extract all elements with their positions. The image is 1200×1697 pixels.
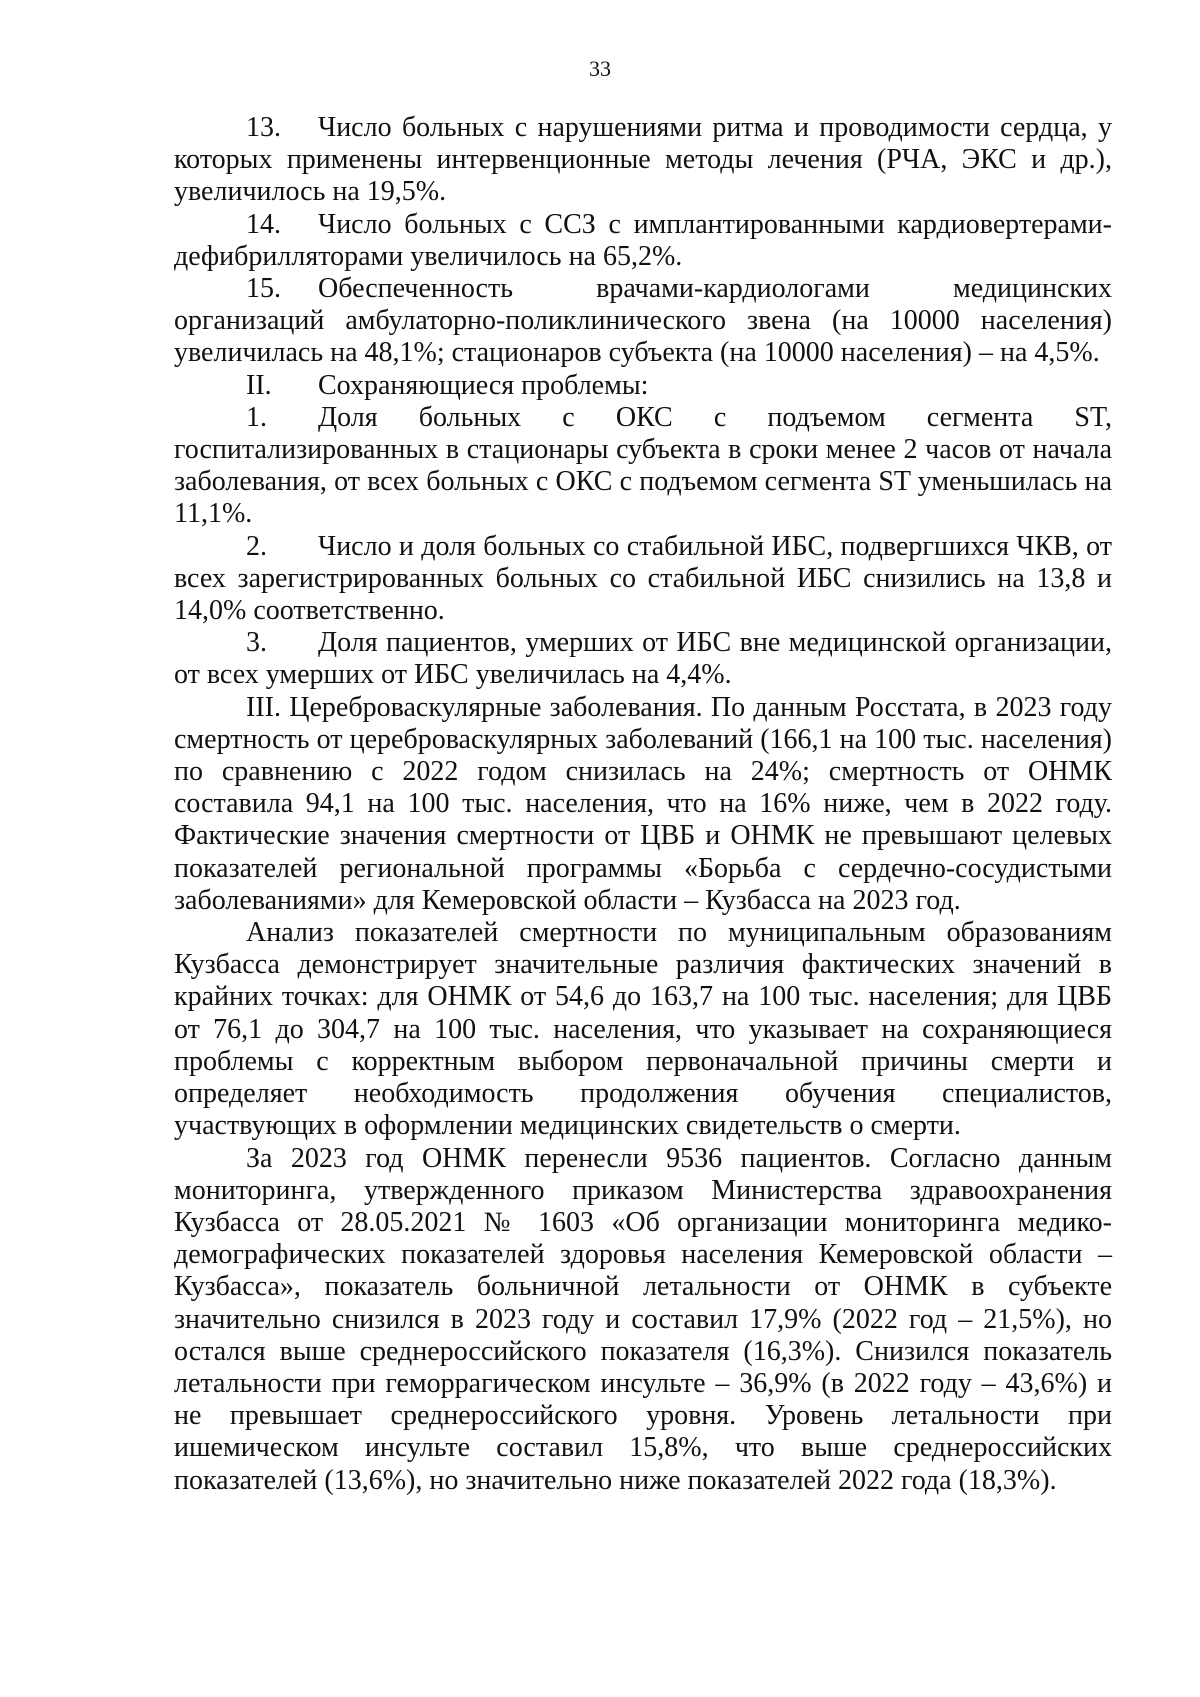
item-number: 14. <box>246 208 281 240</box>
section-heading-text: Сохраняющиеся проблемы: <box>318 369 649 401</box>
paragraph-text: Число и доля больных со стабильной ИБС, подвергшихся ЧКВ, от всех зарегистрированных больных со стабильной ИБС снизились на 13,8 и 14,0% соответственно. <box>174 530 1112 627</box>
item-number: 2. <box>246 530 267 562</box>
paragraph-text: Доля пациентов, умерших от ИБС вне медицинской организации, от всех умерших от ИБС увеличилась на 4,4%. <box>174 627 1112 691</box>
paragraph-text: За 2023 год ОНМК перенесли 9536 пациентов. Согласно данным мониторинга, утвержденного приказом Министерства здравоохранения Кузбасса от 28.05.2021 № 1603 «Об организации мониторинга медико-демографических показателей здоровья населения Кемеровской области – Кузбасса», показатель больничной летальности от ОНМК в субъекте значительно снизился в 2023 году и составил 17,9% (2022 год – 21,5%), но остался выше среднероссийского показателя (16,3%). Снизился показатель летальности при геморрагическом инсульте – 36,9% (в 2022 году – 43,6%) и не превышает среднероссийского уровня. Уровень летальности при ишемическом инсульте составил 15,8%, что выше среднероссийских показателей (13,6%), но значительно ниже показателей 2022 года (18,3%). <box>174 1142 1112 1496</box>
page-number: 33 <box>589 56 611 81</box>
problem-item-3 <box>174 627 1112 691</box>
section-number: II. <box>246 369 272 401</box>
section-heading-ii <box>174 370 1112 402</box>
paragraph-text: Число больных с нарушениями ритма и проводимости сердца, у которых применены интервенционные методы лечения (РЧА, ЭКС и др.), увеличилось на 19,5%. <box>174 112 1112 208</box>
item-number: 1. <box>246 401 267 433</box>
item-number: 13. <box>246 112 281 143</box>
paragraph-text: Обеспеченность врачами-кардиологами медицинских организаций амбулаторно-поликлинического звена (на 10000 населения) увеличилась на 48,1%; стационаров субъекта (на 10000 населения) – на 4,5%. <box>174 273 1112 369</box>
body-text <box>174 112 1112 1497</box>
paragraph-item-13 <box>174 112 1112 209</box>
problem-item-2 <box>174 531 1112 628</box>
paragraph-text: Число больных с ССЗ с имплантированными кардиовертерами-дефибрилляторами увеличилось на 65,2%. <box>174 208 1112 272</box>
paragraph-text: Анализ показателей смертности по муниципальным образованиям Кузбасса демонстрирует значительные различия фактических значений в крайних точках: для ОНМК от 54,6 до 163,7 на 100 тыс. населения; для ЦВБ от 76,1 до 304,7 на 100 тыс. населения, что указывает на сохраняющиеся проблемы с корректным выбором первоначальной причины смерти и определяет необходимость продолжения обучения специалистов, участвующих в оформлении медицинских свидетельств о смерти. <box>174 917 1112 1142</box>
paragraph-text: III. Цереброваскулярные заболевания. По данным Росстата, в 2023 году смертность от цереброваскулярных заболеваний (166,1 на 100 тыс. населения) по сравнению с 2022 годом снизилась на 24%; смертность от ОНМК составила 94,1 на 100 тыс. населения, что на 16% ниже, чем в 2022 году. Фактические значения смертности от ЦВБ и ОНМК не превышают целевых показателей региональной программы «Борьба с сердечно-сосудистыми заболеваниями» для Кемеровской области – Кузбасса на 2023 год. <box>174 691 1112 916</box>
paragraph-text: Доля больных с ОКС с подъемом сегмента ST, госпитализированных в стационары субъекта в сроки менее 2 часов от начала заболевания, от всех больных с ОКС с подъемом сегмента ST уменьшилась на 11,1%. <box>174 401 1112 530</box>
problem-item-1 <box>174 402 1112 531</box>
paragraph-onmk-lethality <box>174 1143 1112 1497</box>
paragraph-mortality-analysis <box>174 917 1112 1142</box>
paragraph-item-14 <box>174 209 1112 273</box>
paragraph-cerebrovascular <box>174 692 1112 917</box>
item-number: 3. <box>246 627 267 659</box>
paragraph-item-15 <box>174 273 1112 370</box>
item-number: 15. <box>246 273 281 305</box>
